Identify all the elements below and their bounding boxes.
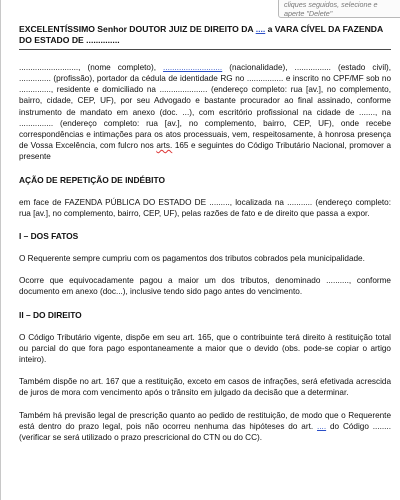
intro-arts: arts. <box>156 141 173 151</box>
section-facts-title: I – DOS FATOS <box>19 231 79 242</box>
law-paragraph-3 <box>19 410 391 444</box>
section-law-title: II – DO DIREITO <box>19 309 82 320</box>
intro-end: 165 e seguintes do Código Tributário Nacional, promover a presente <box>19 141 391 162</box>
title-part-2: a VARA CÍVEL DA FAZENDA DO ESTADO DE .............. <box>19 24 383 46</box>
action-paragraph: em face de FAZENDA PÚBLICA DO ESTADO DE ........., localizada na ........... (endereço completo: rua [av.], no complemento, bairro, CEP, UF), pelas razões de fato e de direito que passa a expor. <box>19 197 391 218</box>
intro-blank-1: .........................., <box>19 62 81 72</box>
law-p3-start: Também há previsão legal de prescrição quanto ao pedido de restituição, de modo que o Requerente está dentro do prazo legal, pois não ocorreu nenhuma das hipóteses do art. <box>19 410 391 431</box>
title-link[interactable]: .... <box>255 24 266 34</box>
document-body[interactable] <box>19 24 391 443</box>
intro-body: (nacionalidade), ................ (estado civil), .............. (profissão), portador da cédula de identidade RG no ................ e inscrito no CPF/MF sob no .............., residente e domiciliado na ..................... (endereço completo: rua [av.], no complemento, bairro, cidade, CEP, UF), por seu Advogado e bastante procurador ao final assinado, conforme instrumento de mandato em anexo (doc. ...), com escritório profissional na cidade de ......., na ............... (endereço completo: rua [av.], no complemento, bairro, CEP, UF), onde recebe correspondências e intimações para os atos processuais, vem, respeitosamente, à honrosa presença de Vossa Excelência, com fulcro nos <box>19 62 392 151</box>
facts-paragraph-2: Ocorre que equivocadamente pagou a maior um dos tributos, denominado .........., conforme documento em anexo (doc...), inclusive tendo sido pago antes do vencimento. <box>19 276 391 297</box>
intro-name: (nome completo), <box>87 62 156 72</box>
law-p3-link[interactable]: .... <box>317 421 327 431</box>
law-paragraph-2: Também dispõe no art. 167 que a restituição, exceto em casos de infrações, será efetivada acrescida de juros de mora com vencimento após o trânsito em julgado da decisão que a determinar. <box>19 377 391 398</box>
law-p3-end: do Código ........ (verificar se será utilizado o prazo prescricional do CTN ou do CC). <box>19 421 391 443</box>
tooltip-text: cliques seguidos, selecione e aperte "Delete" <box>284 0 378 18</box>
title-part-1: EXCELENTÍSSIMO Senhor DOUTOR JUIZ DE DIREITO DA <box>19 24 254 34</box>
help-tooltip <box>278 0 400 18</box>
action-title: AÇÃO DE REPETIÇÃO DE INDÉBITO <box>19 174 165 185</box>
facts-paragraph-1: O Requerente sempre cumpriu com os pagamentos dos tributos cobrados pela municipalidade. <box>19 254 365 264</box>
document-title <box>19 24 391 47</box>
intro-paragraph <box>19 62 391 163</box>
law-paragraph-1: O Código Tributário vigente, dispõe em seu art. 165, que o contribuinte terá direito à restituição total ou parcial do que fora pago espontaneamente a maior que o devido (obs. pode-se copiar o artigo inteiro). <box>19 332 391 365</box>
intro-blank-2[interactable]: .......................... <box>163 62 223 72</box>
